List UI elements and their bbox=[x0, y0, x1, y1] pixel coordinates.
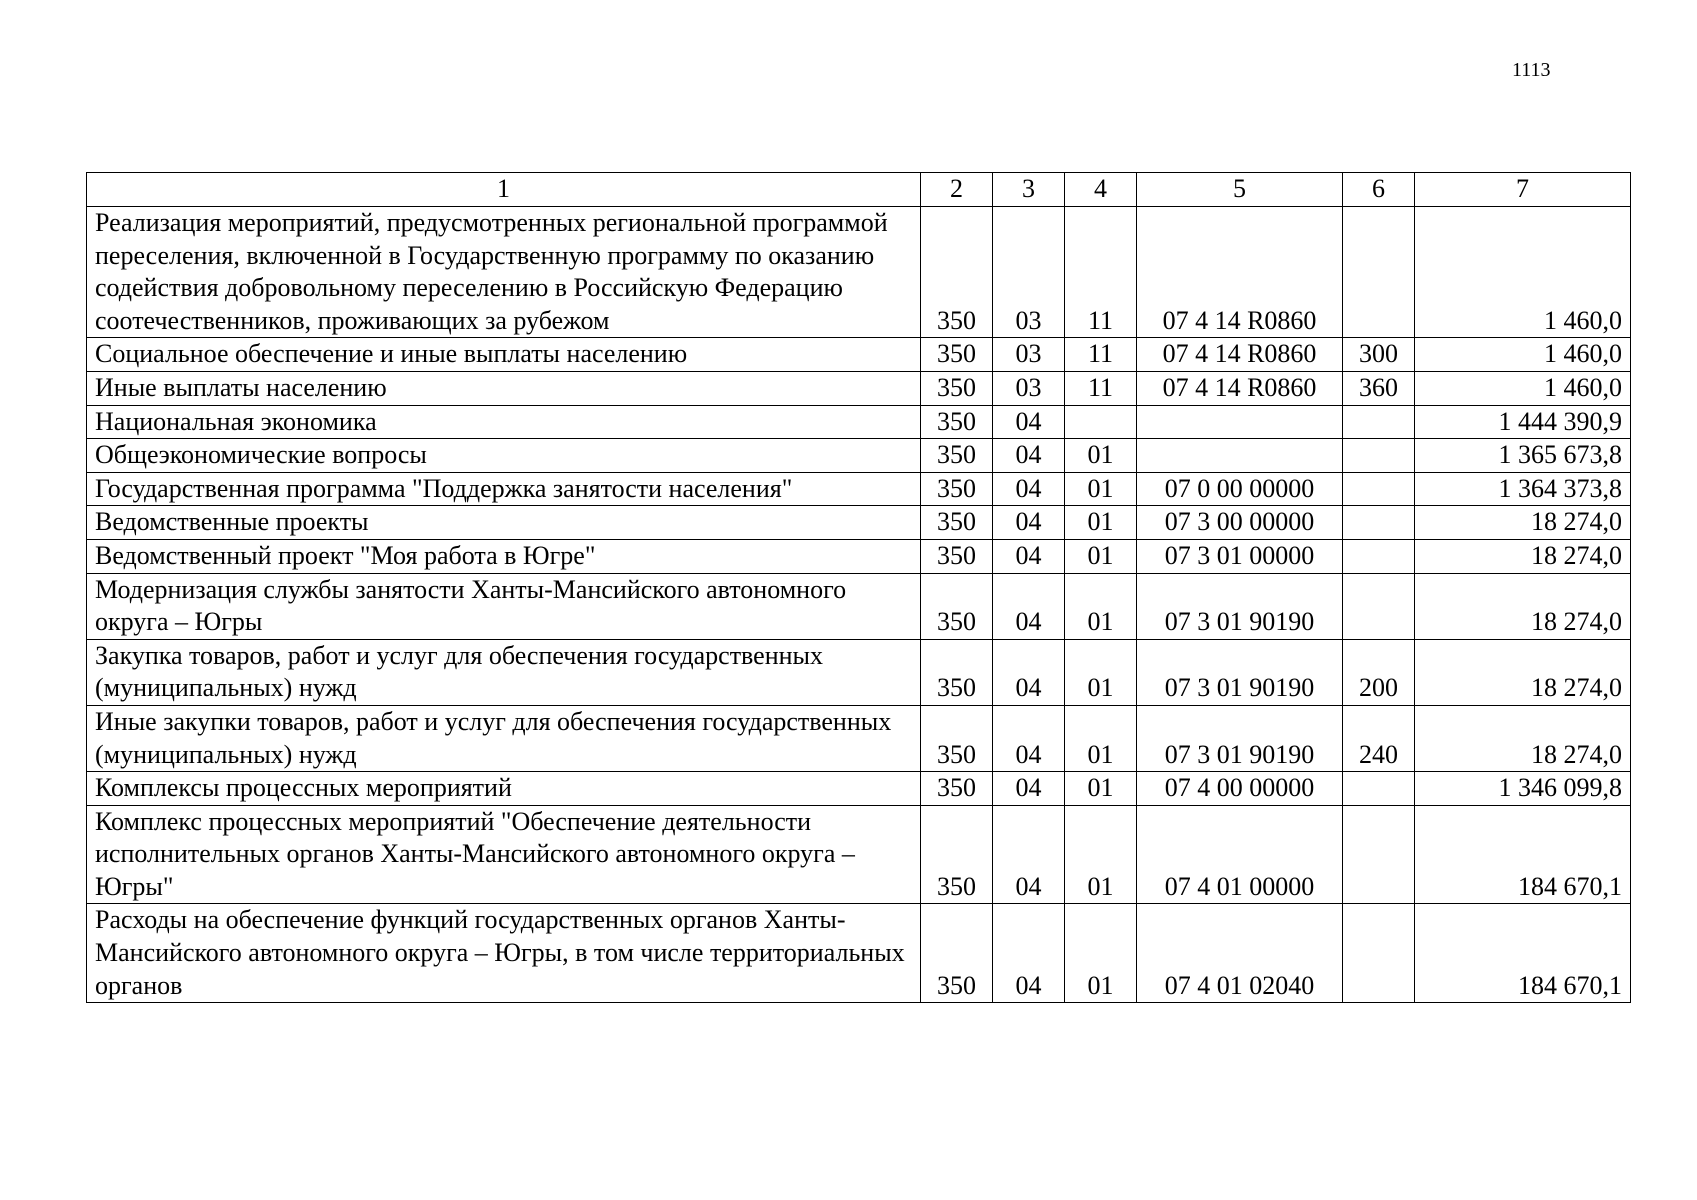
cell-col5: 07 3 01 90190 bbox=[1137, 639, 1343, 705]
table-row bbox=[87, 639, 1631, 705]
cell-amount: 18 274,0 bbox=[1415, 506, 1631, 540]
cell-col4: 01 bbox=[1065, 439, 1137, 473]
cell-col5: 07 4 00 00000 bbox=[1137, 772, 1343, 806]
cell-col3: 04 bbox=[993, 539, 1065, 573]
cell-col5: 07 3 00 00000 bbox=[1137, 506, 1343, 540]
cell-col5: 07 3 01 00000 bbox=[1137, 539, 1343, 573]
row-name: Государственная программа "Поддержка занятости населения" bbox=[87, 472, 921, 506]
cell-col3: 04 bbox=[993, 439, 1065, 473]
table-row bbox=[87, 371, 1631, 405]
cell-col6 bbox=[1343, 772, 1415, 806]
row-name: Комплексы процессных мероприятий bbox=[87, 772, 921, 806]
cell-col2: 350 bbox=[921, 506, 993, 540]
cell-col4: 11 bbox=[1065, 207, 1137, 338]
table-row bbox=[87, 207, 1631, 338]
cell-amount: 1 460,0 bbox=[1415, 371, 1631, 405]
cell-amount: 18 274,0 bbox=[1415, 539, 1631, 573]
row-name: Ведомственный проект "Моя работа в Югре" bbox=[87, 539, 921, 573]
row-name: Национальная экономика bbox=[87, 405, 921, 439]
cell-amount: 184 670,1 bbox=[1415, 904, 1631, 1003]
cell-col5: 07 0 00 00000 bbox=[1137, 472, 1343, 506]
column-header-4: 4 bbox=[1065, 173, 1137, 207]
cell-col4: 01 bbox=[1065, 539, 1137, 573]
table-row bbox=[87, 405, 1631, 439]
table-row bbox=[87, 472, 1631, 506]
cell-col5: 07 3 01 90190 bbox=[1137, 573, 1343, 639]
cell-col2: 350 bbox=[921, 904, 993, 1003]
cell-col3: 04 bbox=[993, 904, 1065, 1003]
cell-amount: 1 460,0 bbox=[1415, 207, 1631, 338]
column-header-7: 7 bbox=[1415, 173, 1631, 207]
row-name: Социальное обеспечение и иные выплаты населению bbox=[87, 338, 921, 372]
cell-col6 bbox=[1343, 439, 1415, 473]
cell-col2: 350 bbox=[921, 207, 993, 338]
cell-col5: 07 4 01 02040 bbox=[1137, 904, 1343, 1003]
cell-col6: 360 bbox=[1343, 371, 1415, 405]
column-header-1: 1 bbox=[87, 173, 921, 207]
row-name: Закупка товаров, работ и услуг для обеспечения государственных (муниципальных) нужд bbox=[87, 639, 921, 705]
cell-col3: 04 bbox=[993, 772, 1065, 806]
cell-col6: 200 bbox=[1343, 639, 1415, 705]
table-header-row bbox=[87, 173, 1631, 207]
cell-col2: 350 bbox=[921, 573, 993, 639]
table-row bbox=[87, 772, 1631, 806]
budget-table bbox=[86, 172, 1631, 1003]
cell-col2: 350 bbox=[921, 371, 993, 405]
table-row bbox=[87, 904, 1631, 1003]
cell-col2: 350 bbox=[921, 639, 993, 705]
cell-col6 bbox=[1343, 573, 1415, 639]
cell-col2: 350 bbox=[921, 772, 993, 806]
row-name: Комплекс процессных мероприятий "Обеспечение деятельности исполнительных органов Ханты-Мансийского автономного округа – Югры" bbox=[87, 805, 921, 904]
cell-col4: 01 bbox=[1065, 805, 1137, 904]
cell-col3: 04 bbox=[993, 506, 1065, 540]
row-name: Иные закупки товаров, работ и услуг для обеспечения государственных (муниципальных) нужд bbox=[87, 705, 921, 771]
cell-col3: 04 bbox=[993, 405, 1065, 439]
table-body bbox=[87, 207, 1631, 1003]
table-row bbox=[87, 705, 1631, 771]
cell-amount: 184 670,1 bbox=[1415, 805, 1631, 904]
cell-col6 bbox=[1343, 405, 1415, 439]
cell-col4 bbox=[1065, 405, 1137, 439]
cell-col3: 04 bbox=[993, 805, 1065, 904]
cell-col6 bbox=[1343, 472, 1415, 506]
cell-col5: 07 4 14 R0860 bbox=[1137, 371, 1343, 405]
row-name: Ведомственные проекты bbox=[87, 506, 921, 540]
cell-col2: 350 bbox=[921, 805, 993, 904]
cell-amount: 18 274,0 bbox=[1415, 573, 1631, 639]
cell-col2: 350 bbox=[921, 338, 993, 372]
cell-col5: 07 4 14 R0860 bbox=[1137, 207, 1343, 338]
cell-col6 bbox=[1343, 539, 1415, 573]
cell-col2: 350 bbox=[921, 539, 993, 573]
cell-amount: 1 346 099,8 bbox=[1415, 772, 1631, 806]
table-row bbox=[87, 573, 1631, 639]
row-name: Иные выплаты населению bbox=[87, 371, 921, 405]
cell-col4: 01 bbox=[1065, 772, 1137, 806]
table-row bbox=[87, 506, 1631, 540]
column-header-2: 2 bbox=[921, 173, 993, 207]
cell-col3: 04 bbox=[993, 705, 1065, 771]
cell-col5: 07 3 01 90190 bbox=[1137, 705, 1343, 771]
cell-col4: 01 bbox=[1065, 639, 1137, 705]
cell-col4: 01 bbox=[1065, 904, 1137, 1003]
cell-col5 bbox=[1137, 439, 1343, 473]
cell-col6 bbox=[1343, 805, 1415, 904]
cell-amount: 1 460,0 bbox=[1415, 338, 1631, 372]
column-header-5: 5 bbox=[1137, 173, 1343, 207]
row-name: Реализация мероприятий, предусмотренных региональной программой переселения, включенной в Государственную программу по оказанию содействия добровольному переселению в Российскую Федерацию соотечественников, проживающих за рубежом bbox=[87, 207, 921, 338]
column-header-6: 6 bbox=[1343, 173, 1415, 207]
cell-col4: 01 bbox=[1065, 705, 1137, 771]
cell-col3: 04 bbox=[993, 573, 1065, 639]
cell-col3: 04 bbox=[993, 639, 1065, 705]
cell-col2: 350 bbox=[921, 439, 993, 473]
row-name: Модернизация службы занятости Ханты-Мансийского автономного округа – Югры bbox=[87, 573, 921, 639]
cell-col5 bbox=[1137, 405, 1343, 439]
cell-col5: 07 4 01 00000 bbox=[1137, 805, 1343, 904]
cell-amount: 1 364 373,8 bbox=[1415, 472, 1631, 506]
cell-col4: 01 bbox=[1065, 573, 1137, 639]
cell-col5: 07 4 14 R0860 bbox=[1137, 338, 1343, 372]
row-name: Расходы на обеспечение функций государственных органов Ханты-Мансийского автономного округа – Югры, в том числе территориальных органов bbox=[87, 904, 921, 1003]
cell-col3: 03 bbox=[993, 207, 1065, 338]
cell-col4: 01 bbox=[1065, 506, 1137, 540]
table-row bbox=[87, 439, 1631, 473]
cell-col4: 11 bbox=[1065, 371, 1137, 405]
cell-col2: 350 bbox=[921, 472, 993, 506]
cell-amount: 1 365 673,8 bbox=[1415, 439, 1631, 473]
table-row bbox=[87, 805, 1631, 904]
cell-col6: 240 bbox=[1343, 705, 1415, 771]
cell-col4: 11 bbox=[1065, 338, 1137, 372]
cell-col6 bbox=[1343, 207, 1415, 338]
cell-col2: 350 bbox=[921, 705, 993, 771]
cell-col6 bbox=[1343, 904, 1415, 1003]
cell-col3: 04 bbox=[993, 472, 1065, 506]
table-row bbox=[87, 338, 1631, 372]
cell-col3: 03 bbox=[993, 371, 1065, 405]
page-number: 1113 bbox=[1512, 59, 1551, 81]
cell-col4: 01 bbox=[1065, 472, 1137, 506]
cell-col6: 300 bbox=[1343, 338, 1415, 372]
cell-amount: 18 274,0 bbox=[1415, 705, 1631, 771]
cell-col3: 03 bbox=[993, 338, 1065, 372]
row-name: Общеэкономические вопросы bbox=[87, 439, 921, 473]
column-header-3: 3 bbox=[993, 173, 1065, 207]
table-row bbox=[87, 539, 1631, 573]
cell-amount: 1 444 390,9 bbox=[1415, 405, 1631, 439]
cell-col2: 350 bbox=[921, 405, 993, 439]
cell-col6 bbox=[1343, 506, 1415, 540]
cell-amount: 18 274,0 bbox=[1415, 639, 1631, 705]
